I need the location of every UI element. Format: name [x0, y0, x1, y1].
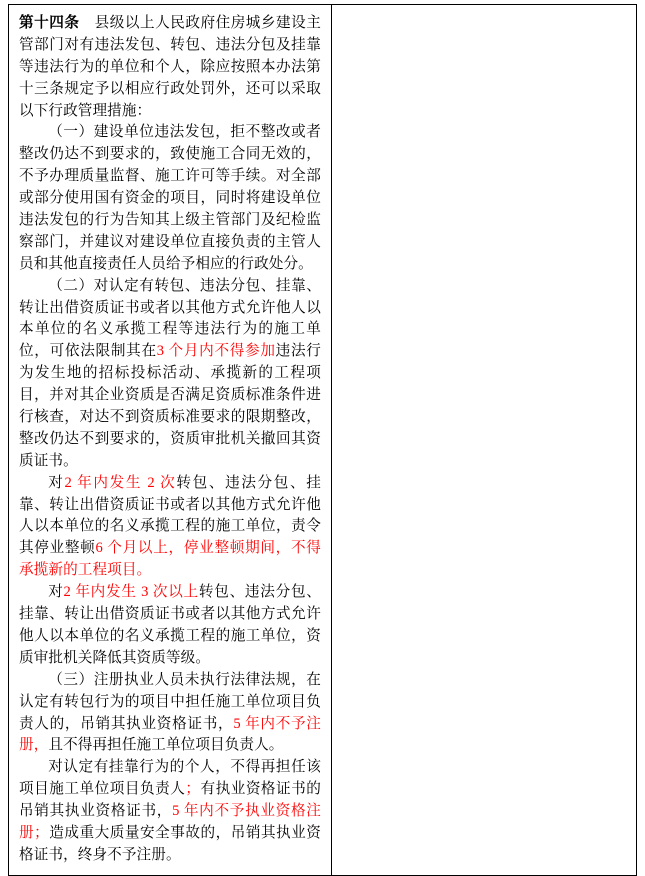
paragraph — [19, 582, 321, 670]
body-text: 造成重大质量安全事故的，吊销其执业资格证书，终身不予注册。 — [19, 824, 321, 863]
paragraph — [19, 757, 321, 866]
body-text: （二）对认定有转包、违法分包、挂靠、转让出借资质证书或者以其他方式允许他人以本单位的名义承揽工程等违法行为的施工单位，可依法限制其在 — [19, 277, 321, 360]
highlighted-text: 5 年内不予注册， — [19, 715, 321, 754]
paragraph — [19, 276, 321, 473]
highlighted-text: 3 个月内不得参加 — [156, 343, 276, 360]
body-text: 违法行为发生地的招标投标活动、承揽新的工程项目，并对其企业资质是否满足资质标准条件进行核查，对达不到资质标准要求的限期整改，整改仍达不到要求的，资质审批机关撤回其资质证书。 — [19, 343, 321, 469]
paragraph — [19, 670, 321, 758]
body-text: 且不得再担任施工单位项目负责人。 — [48, 737, 284, 754]
article-body — [9, 5, 331, 875]
paragraph — [19, 473, 321, 582]
body-text: （一）建设单位违法发包，拒不整改或者整改仍达不到要求的，致使施工合同无效的，不予办理质量监督、施工许可等手续。对全部或部分使用国有资金的项目，同时将建设单位违法发包的行为告知其上级主管部门及纪检监察部门，并建议对建设单位直接负责的主管人员和其他直接责任人员给予相应的行政处分。 — [19, 124, 321, 272]
highlighted-text: ； — [185, 781, 201, 798]
body-text: 对认定有挂靠行为的个人，不得再担任该项目施工单位项目负责人 — [19, 759, 321, 798]
body-text: 转包、违法分包、挂靠、转让出借资质证书或者以其他方式允许他人以本单位的名义承揽工程的施工单位，资质审批机关降低其资质等级。 — [19, 584, 321, 666]
highlighted-text: 2 年内发生 3 次以上 — [63, 584, 199, 601]
paragraph — [19, 13, 321, 122]
highlighted-text: 6 个月以上，停业整顿期间，不得承揽新的工程项目。 — [19, 540, 321, 579]
paragraph-container — [19, 13, 321, 867]
table-cell-right-empty — [332, 5, 637, 876]
highlighted-text: 2 年内发生 2 次 — [64, 474, 177, 491]
paragraph — [19, 122, 321, 275]
body-text: 有执业资格证书的吊销其执业资格证书， — [19, 781, 321, 820]
table-row — [9, 5, 637, 876]
body-text: 对 — [48, 584, 64, 601]
body-text: （三）注册执业人员未执行法律法规，在认定有转包行为的项目中担任施工单位项目负责人的，吊销其执业资格证书， — [19, 671, 321, 732]
document-table — [8, 4, 637, 876]
body-text: 对 — [48, 474, 65, 491]
table-cell-main-text — [9, 5, 332, 876]
right-column-content — [332, 5, 636, 875]
body-text: 县级以上人民政府住房城乡建设主管部门对有违法发包、转包、违法分包及挂靠等违法行为的单位和个人，除应按照本办法第十三条规定予以相应行政处罚外，还可以采取以下行政管理措施： — [19, 15, 321, 119]
highlighted-text: 5 年内不予执业资格注册； — [19, 803, 321, 841]
body-text: 转包、违法分包、挂靠、转让出借资质证书或者以其他方式允许他人以本单位的名义承揽工程的施工单位，责令其停业整顿 — [19, 474, 321, 557]
article-label: 第十四条 — [19, 15, 80, 31]
